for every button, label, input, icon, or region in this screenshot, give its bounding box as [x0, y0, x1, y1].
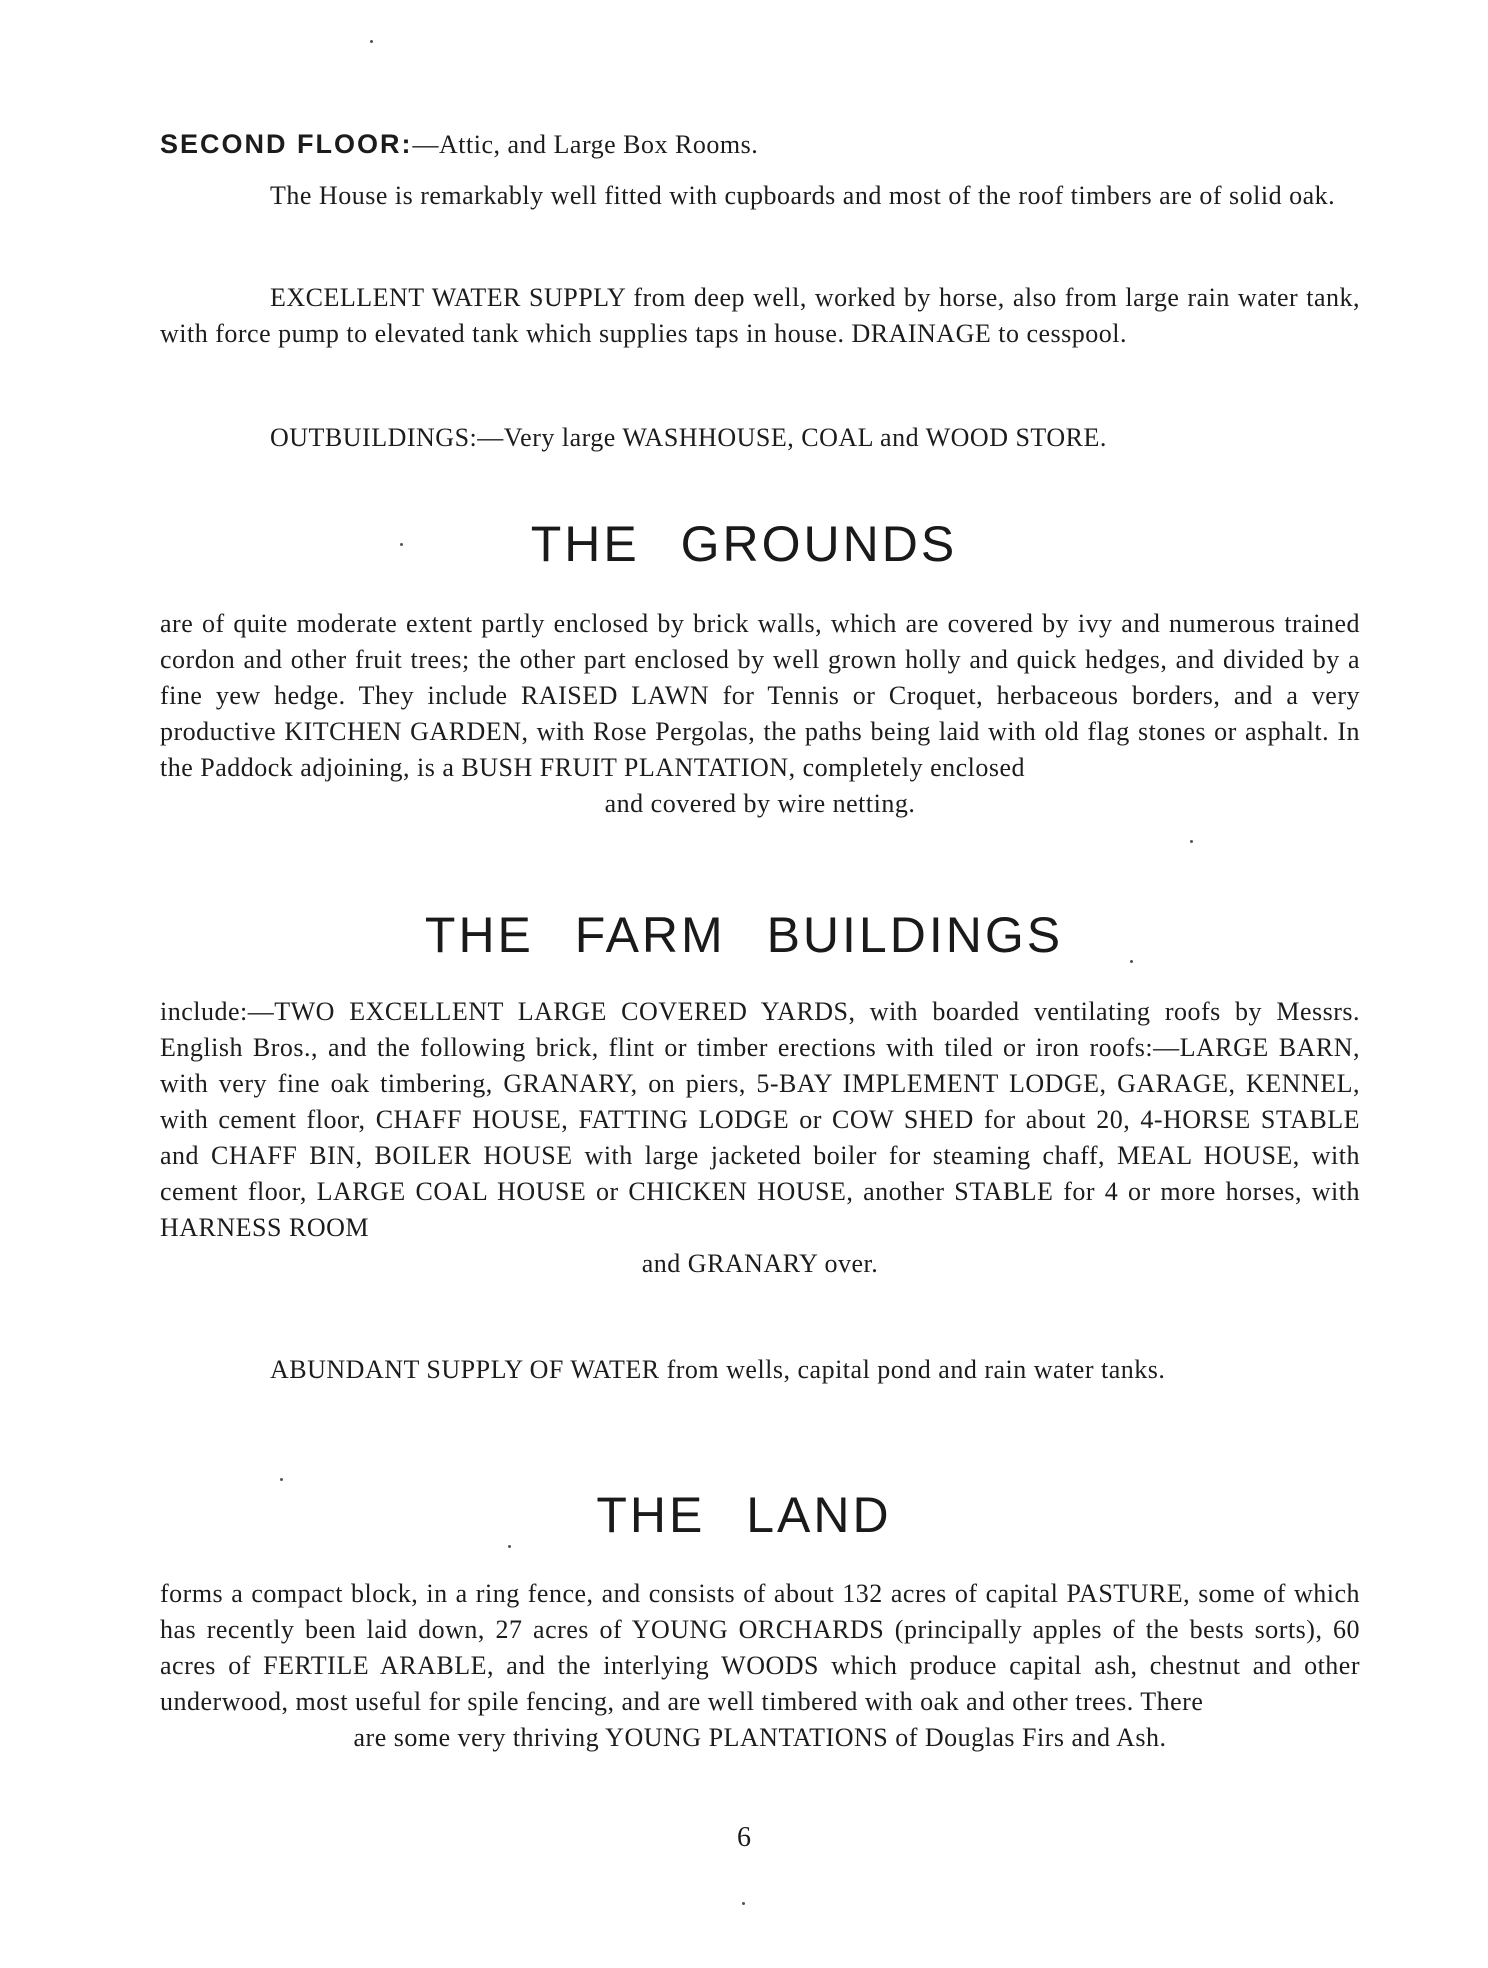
land-section [160, 1576, 1360, 1756]
second-floor-label: SECOND FLOOR: [160, 129, 413, 159]
water-supply-paragraph [160, 280, 1360, 352]
scan-speck [400, 543, 403, 546]
scan-speck [280, 1478, 283, 1481]
scan-speck [1130, 960, 1133, 963]
water-abundant-text: ABUNDANT SUPPLY OF WATER from wells, capital pond and rain water tanks. [270, 1355, 1166, 1384]
scan-speck [370, 40, 373, 43]
second-floor-line [160, 126, 1360, 163]
grounds-body: are of quite moderate extent partly enclosed by brick walls, which are covered by ivy and numerous trained cordon and other fruit trees; the other part enclosed by well grown holly and quick hedges, and divided by a fine yew hedge. They include RAISED LAWN for Tennis or Croquet, herbaceous borders, and a very productive KITCHEN GARDEN, with Rose Pergolas, the paths being laid with old flag stones or asphalt. In the Paddock adjoining, is a BUSH FRUIT PLANTATION, completely enclosed [160, 609, 1360, 782]
house-fittings-paragraph [160, 178, 1360, 214]
page-number: 6 [737, 1822, 751, 1853]
land-body-last-line: are some very thriving YOUNG PLANTATIONS of Douglas Firs and Ash. [353, 1723, 1167, 1752]
land-body: forms a compact block, in a ring fence, and consists of about 132 acres of capital PASTURE, some of which has recently been laid down, 27 acres of YOUNG ORCHARDS (principally apples of the bests sorts), 60 acres of FERTILE ARABLE, and the interlying WOODS which produce capital ash, chestnut and other underwood, most useful for spile fencing, and are well timbered with oak and other trees. There [160, 1579, 1360, 1716]
scan-speck [508, 1545, 511, 1548]
house-fittings-text: The House is remarkably well fitted with cupboards and most of the roof timbers are of solid oak. [270, 181, 1336, 210]
water-supply-text: EXCELLENT WATER SUPPLY from deep well, worked by horse, also from large rain water tank, with force pump to elevated tank which supplies taps in house. DRAINAGE to cesspool. [160, 283, 1360, 348]
scan-speck [1190, 840, 1193, 843]
grounds-section [160, 606, 1360, 822]
farm-buildings-section [160, 994, 1360, 1282]
farm-buildings-heading: THE FARM BUILDINGS [424, 907, 1064, 963]
second-floor-text: —Attic, and Large Box Rooms. [412, 130, 759, 159]
scan-speck [742, 1902, 745, 1905]
grounds-body-last-line: and covered by wire netting. [604, 789, 916, 818]
water-abundant-paragraph [160, 1352, 1360, 1388]
farm-buildings-body: include:—TWO EXCELLENT LARGE COVERED YARDS, with boarded ventilating roofs by Messrs. English Bros., and the following brick, flint or timber erections with tiled or iron roofs:—LARGE BARN, with very fine oak timbering, GRANARY, on piers, 5-BAY IMPLEMENT LODGE, GARAGE, KENNEL, with cement floor, CHAFF HOUSE, FATTING LODGE or COW SHED for about 20, 4-HORSE STABLE and CHAFF BIN, BOILER HOUSE with large jacketed boiler for steaming chaff, MEAL HOUSE, with cement floor, LARGE COAL HOUSE or CHICKEN HOUSE, another STABLE for 4 or more horses, with HARNESS ROOM [160, 997, 1360, 1242]
outbuildings-paragraph [160, 420, 1360, 456]
outbuildings-text: OUTBUILDINGS:—Very large WASHHOUSE, COAL and WOOD STORE. [270, 423, 1107, 452]
farm-buildings-body-last-line: and GRANARY over. [641, 1249, 879, 1278]
grounds-heading: THE GROUNDS [530, 516, 958, 572]
second-floor-paragraph [160, 126, 1360, 163]
land-heading: THE LAND [596, 1487, 892, 1543]
